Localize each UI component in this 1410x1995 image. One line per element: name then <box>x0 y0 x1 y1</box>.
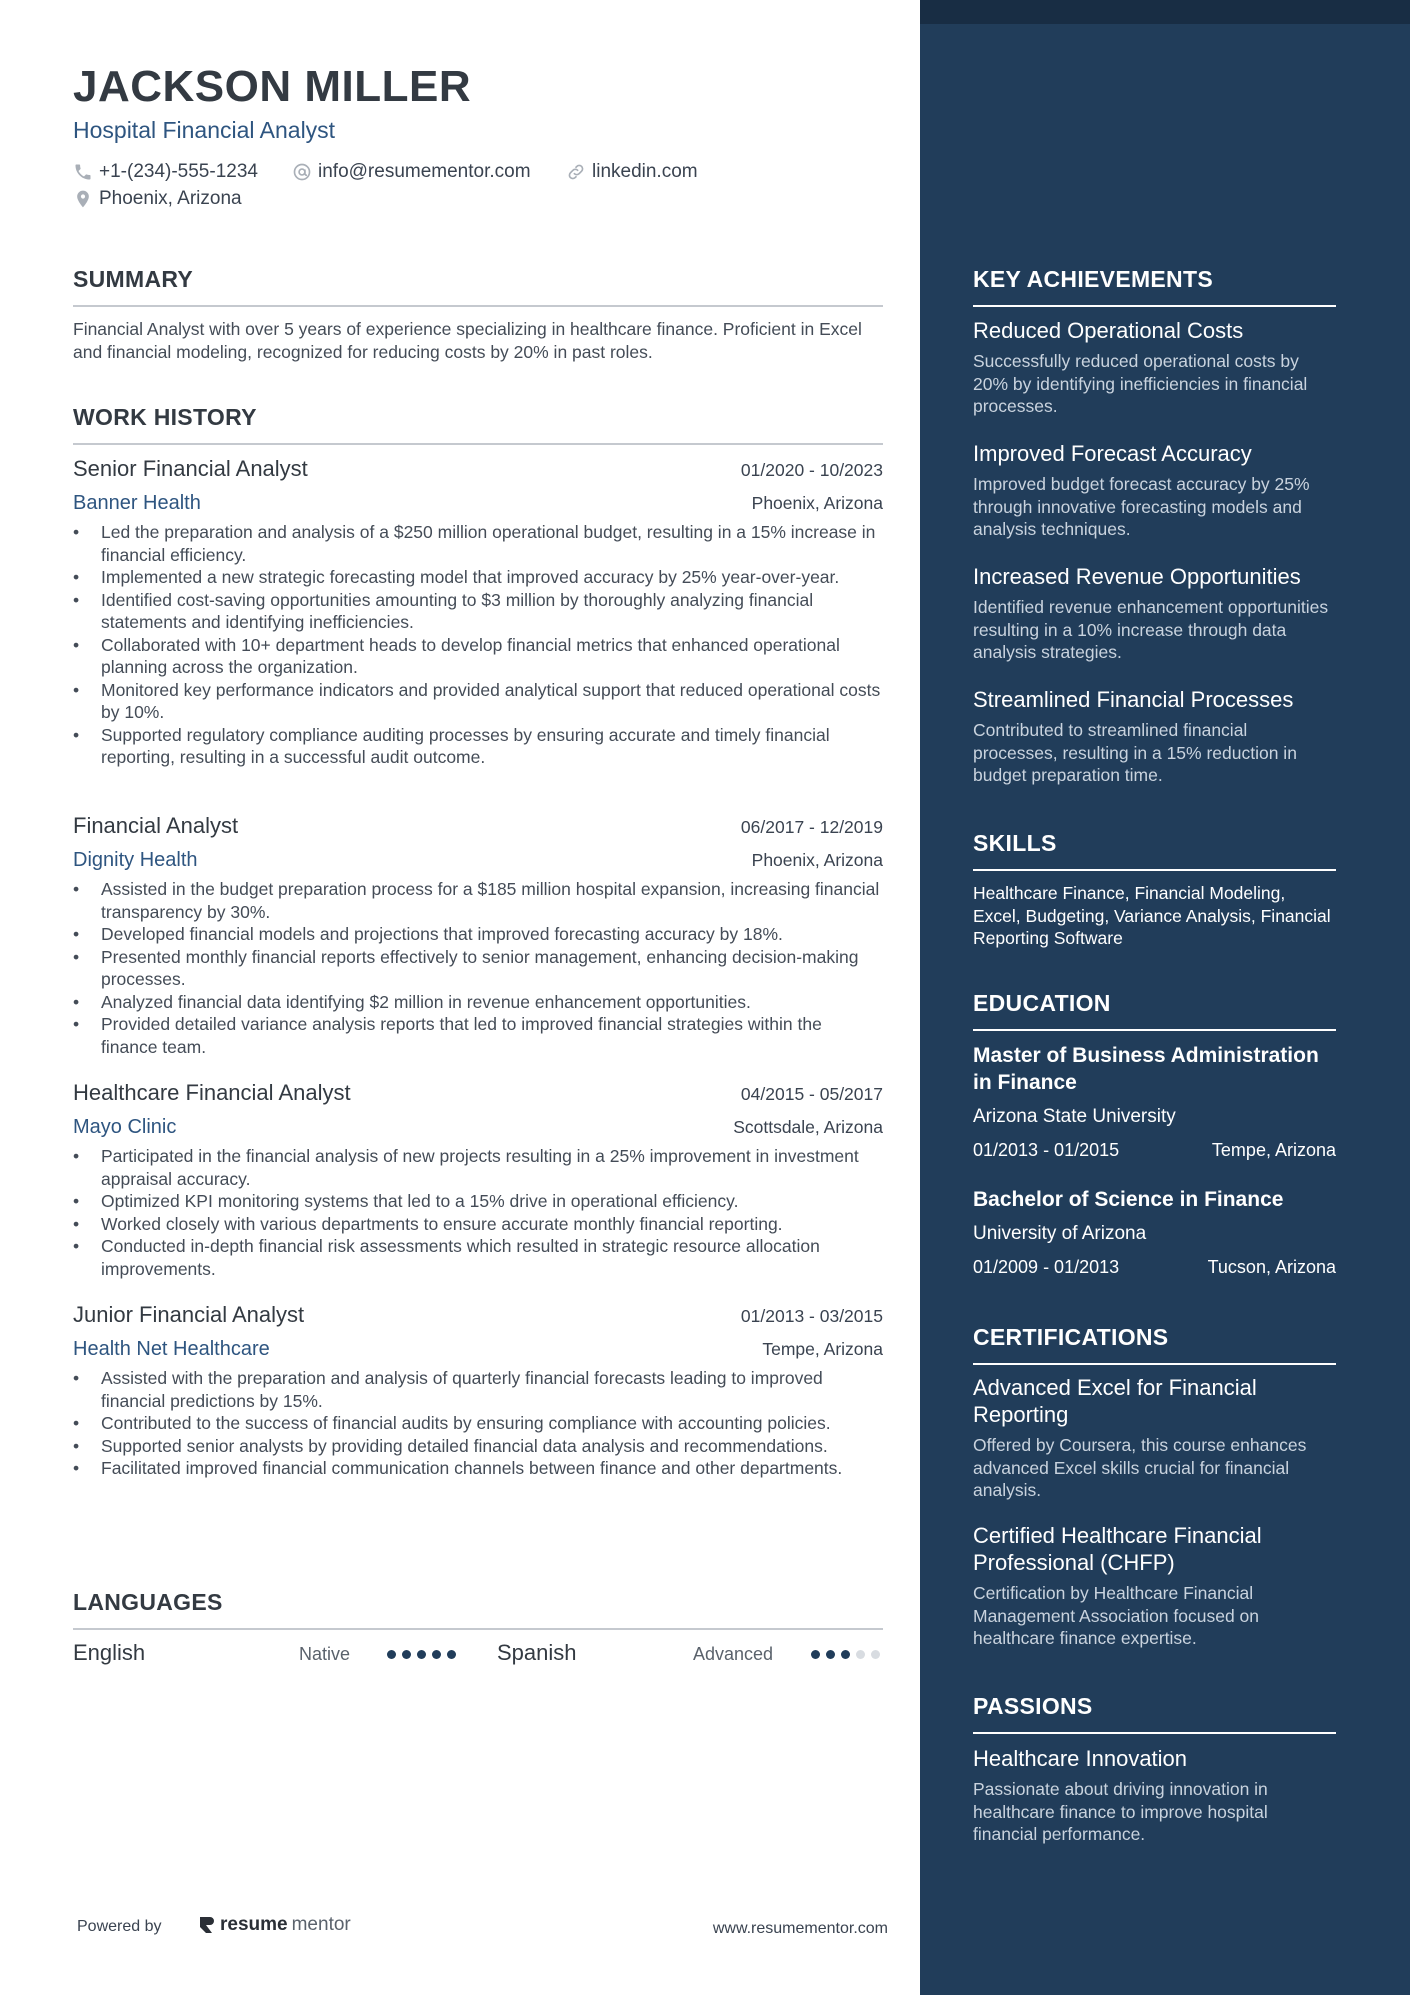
job-bullet: • Assisted with the preparation and analysis of quarterly financial forecasts leading to improved financial predictions by 15%. <box>101 1367 883 1412</box>
rating-dot <box>447 1650 456 1659</box>
achievement-desc: Contributed to streamlined financial processes, resulting in a 15% reduction in budget preparation time. <box>973 720 1297 785</box>
phone-text: +1-(234)-555-1234 <box>99 161 258 182</box>
job-bullet: • Presented monthly financial reports effectively to senior management, enhancing decision-making processes. <box>101 946 883 991</box>
sidebar-column <box>920 0 1410 1995</box>
job-location: Scottsdale, Arizona <box>733 1117 883 1137</box>
language-rating <box>387 1650 456 1659</box>
job-bullet: • Led the preparation and analysis of a $250 million operational budget, resulting in a 15% increase in financial efficiency. <box>101 521 883 566</box>
certification-title: Advanced Excel for Financial Reporting <box>973 1375 1257 1427</box>
contact-email[interactable] <box>292 161 531 183</box>
job-bullet: • Implemented a new strategic forecasting model that improved accuracy by 25% year-over-year. <box>101 566 883 589</box>
resumementor-logo-icon <box>198 1915 216 1935</box>
key-achievements-heading: KEY ACHIEVEMENTS <box>973 266 1336 307</box>
job-bullet: • Supported regulatory compliance auditing processes by ensuring accurate and timely financial reporting, resulting in a successful audit outcome. <box>101 724 883 769</box>
logo-text-bold: resume <box>220 1914 288 1935</box>
education-location: Tucson, Arizona <box>1207 1257 1336 1277</box>
rating-dot <box>811 1650 820 1659</box>
rating-dot <box>871 1650 880 1659</box>
at-icon <box>292 162 312 182</box>
rating-dot <box>402 1650 411 1659</box>
education-dates: 01/2013 - 01/2015 <box>973 1140 1120 1160</box>
job-entry <box>73 1080 883 1280</box>
email-text[interactable]: info@resumementor.com <box>318 161 531 182</box>
skills-text: Healthcare Finance, Financial Modeling, Excel, Budgeting, Variance Analysis, Financial Reporting Software <box>973 883 1331 948</box>
job-bullet: • Identified cost-saving opportunities amounting to $3 million by thoroughly analyzing financial statements and identifying inefficiencies. <box>101 589 883 634</box>
job-bullets <box>73 1145 883 1280</box>
passions-heading: PASSIONS <box>973 1693 1336 1734</box>
skills-heading: SKILLS <box>973 830 1336 871</box>
job-bullet: • Provided detailed variance analysis reports that led to improved financial strategies within the finance team. <box>101 1013 883 1058</box>
job-role: Junior Financial Analyst <box>73 1302 305 1327</box>
achievement-title: Reduced Operational Costs <box>973 318 1244 343</box>
contact-location <box>73 188 242 210</box>
job-bullet: • Assisted in the budget preparation process for a $185 million hospital expansion, increasing financial transparency by 30%. <box>101 878 883 923</box>
education-degree: Master of Business Administration in Finance <box>973 1044 1319 1094</box>
job-bullet: • Optimized KPI monitoring systems that led to a 15% drive in operational efficiency. <box>101 1190 883 1213</box>
job-dates: 04/2015 - 05/2017 <box>740 1084 883 1104</box>
logo-text-light: mentor <box>291 1914 351 1935</box>
candidate-title: Hospital Financial Analyst <box>73 117 336 143</box>
job-bullet: • Worked closely with various departments to ensure accurate monthly financial reporting. <box>101 1213 883 1236</box>
job-company: Health Net Healthcare <box>73 1338 270 1360</box>
education-item <box>973 1042 1336 1161</box>
job-bullet: • Collaborated with 10+ department heads to develop financial metrics that enhanced operational planning across the organization. <box>101 634 883 679</box>
footer-website-link[interactable]: www.resumementor.com <box>712 1920 888 1937</box>
job-entry <box>73 1302 883 1480</box>
work-history-heading: WORK HISTORY <box>73 404 883 445</box>
education-school: University of Arizona <box>973 1223 1147 1244</box>
education-dates: 01/2009 - 01/2013 <box>973 1257 1120 1277</box>
rating-dot <box>826 1650 835 1659</box>
job-company: Dignity Health <box>73 849 198 871</box>
job-bullet: • Facilitated improved financial communication channels between finance and other departments. <box>101 1457 883 1480</box>
contact-phone <box>73 161 258 183</box>
certification-item <box>973 1374 1336 1502</box>
certifications-heading: CERTIFICATIONS <box>973 1324 1336 1365</box>
candidate-name: JACKSON MILLER <box>73 62 472 111</box>
certification-title: Certified Healthcare Financial Professional (CHFP) <box>973 1523 1262 1575</box>
job-bullet: • Contributed to the success of financial audits by ensuring compliance with accounting policies. <box>101 1412 883 1435</box>
job-bullets <box>73 878 883 1058</box>
language-name: English <box>73 1640 146 1665</box>
rating-dot <box>387 1650 396 1659</box>
language-level: Advanced <box>693 1644 774 1664</box>
job-bullets <box>73 1367 883 1480</box>
job-location: Phoenix, Arizona <box>751 850 883 870</box>
certification-desc: Offered by Coursera, this course enhances advanced Excel skills crucial for financial analysis. <box>973 1435 1307 1500</box>
education-heading: EDUCATION <box>973 990 1336 1031</box>
contact-linkedin[interactable] <box>566 161 698 183</box>
job-entry <box>73 456 883 769</box>
job-location: Tempe, Arizona <box>762 1339 883 1359</box>
education-school: Arizona State University <box>973 1106 1176 1127</box>
job-company: Mayo Clinic <box>73 1116 177 1138</box>
phone-icon <box>73 162 93 182</box>
language-rating <box>811 1650 880 1659</box>
passion-title: Healthcare Innovation <box>973 1746 1188 1771</box>
job-bullet: • Supported senior analysts by providing detailed financial data analysis and recommendations. <box>101 1435 883 1458</box>
achievement-desc: Successfully reduced operational costs by 20% by identifying inefficiencies in financial processes. <box>973 351 1308 416</box>
job-role: Healthcare Financial Analyst <box>73 1080 351 1105</box>
rating-dot <box>417 1650 426 1659</box>
linkedin-text[interactable]: linkedin.com <box>592 161 698 182</box>
job-role: Financial Analyst <box>73 813 239 838</box>
powered-by-label: Powered by <box>77 1918 162 1935</box>
achievement-item <box>973 686 1336 787</box>
job-dates: 06/2017 - 12/2019 <box>740 817 883 837</box>
language-name: Spanish <box>497 1640 577 1665</box>
achievement-item <box>973 440 1336 541</box>
resumementor-logo[interactable] <box>198 1914 351 1936</box>
passion-desc: Passionate about driving innovation in healthcare finance to improve hospital financial performance. <box>973 1779 1268 1844</box>
achievement-title: Increased Revenue Opportunities <box>973 564 1301 589</box>
job-dates: 01/2020 - 10/2023 <box>740 460 883 480</box>
rating-dot <box>841 1650 850 1659</box>
job-bullet: • Developed financial models and projections that improved forecasting accuracy by 18%. <box>101 923 883 946</box>
summary-text: Financial Analyst with over 5 years of experience specializing in healthcare finance. Proficient in Excel and financial modeling, recognized for reducing costs by 20% in past roles. <box>73 319 862 362</box>
achievement-item <box>973 563 1336 664</box>
language-level: Native <box>299 1644 351 1664</box>
certification-item <box>973 1522 1336 1650</box>
achievement-desc: Improved budget forecast accuracy by 25% through innovative forecasting models and analysis techniques. <box>973 474 1310 539</box>
job-company: Banner Health <box>73 492 201 514</box>
education-item <box>973 1186 1336 1278</box>
summary-heading: SUMMARY <box>73 266 883 307</box>
location-pin-icon <box>73 189 93 209</box>
location-text: Phoenix, Arizona <box>99 188 242 209</box>
passion-item <box>973 1745 1336 1846</box>
education-degree: Bachelor of Science in Finance <box>973 1188 1284 1211</box>
rating-dot <box>432 1650 441 1659</box>
job-bullets <box>73 521 883 769</box>
rating-dot <box>856 1650 865 1659</box>
certification-desc: Certification by Healthcare Financial Management Association focused on healthcare finance expertise. <box>973 1583 1260 1648</box>
achievement-title: Streamlined Financial Processes <box>973 687 1294 712</box>
job-role: Senior Financial Analyst <box>73 456 308 481</box>
education-location: Tempe, Arizona <box>1211 1140 1336 1160</box>
job-location: Phoenix, Arizona <box>751 493 883 513</box>
job-bullet: • Conducted in-depth financial risk assessments which resulted in strategic resource allocation improvements. <box>101 1235 883 1280</box>
job-entry <box>73 813 883 1058</box>
languages-heading: LANGUAGES <box>73 1589 883 1630</box>
sidebar-top-band <box>920 0 1410 24</box>
job-dates: 01/2013 - 03/2015 <box>740 1306 883 1326</box>
link-icon <box>566 162 586 182</box>
achievement-title: Improved Forecast Accuracy <box>973 441 1252 466</box>
achievement-item <box>973 317 1336 418</box>
job-bullet: • Analyzed financial data identifying $2 million in revenue enhancement opportunities. <box>101 991 883 1014</box>
job-bullet: • Monitored key performance indicators and provided analytical support that reduced operational costs by 10%. <box>101 679 883 724</box>
achievement-desc: Identified revenue enhancement opportunities resulting in a 10% increase through data analysis strategies. <box>973 597 1329 662</box>
job-bullet: • Participated in the financial analysis of new projects resulting in a 25% improvement in investment appraisal accuracy. <box>101 1145 883 1190</box>
languages-list <box>73 1640 883 1670</box>
